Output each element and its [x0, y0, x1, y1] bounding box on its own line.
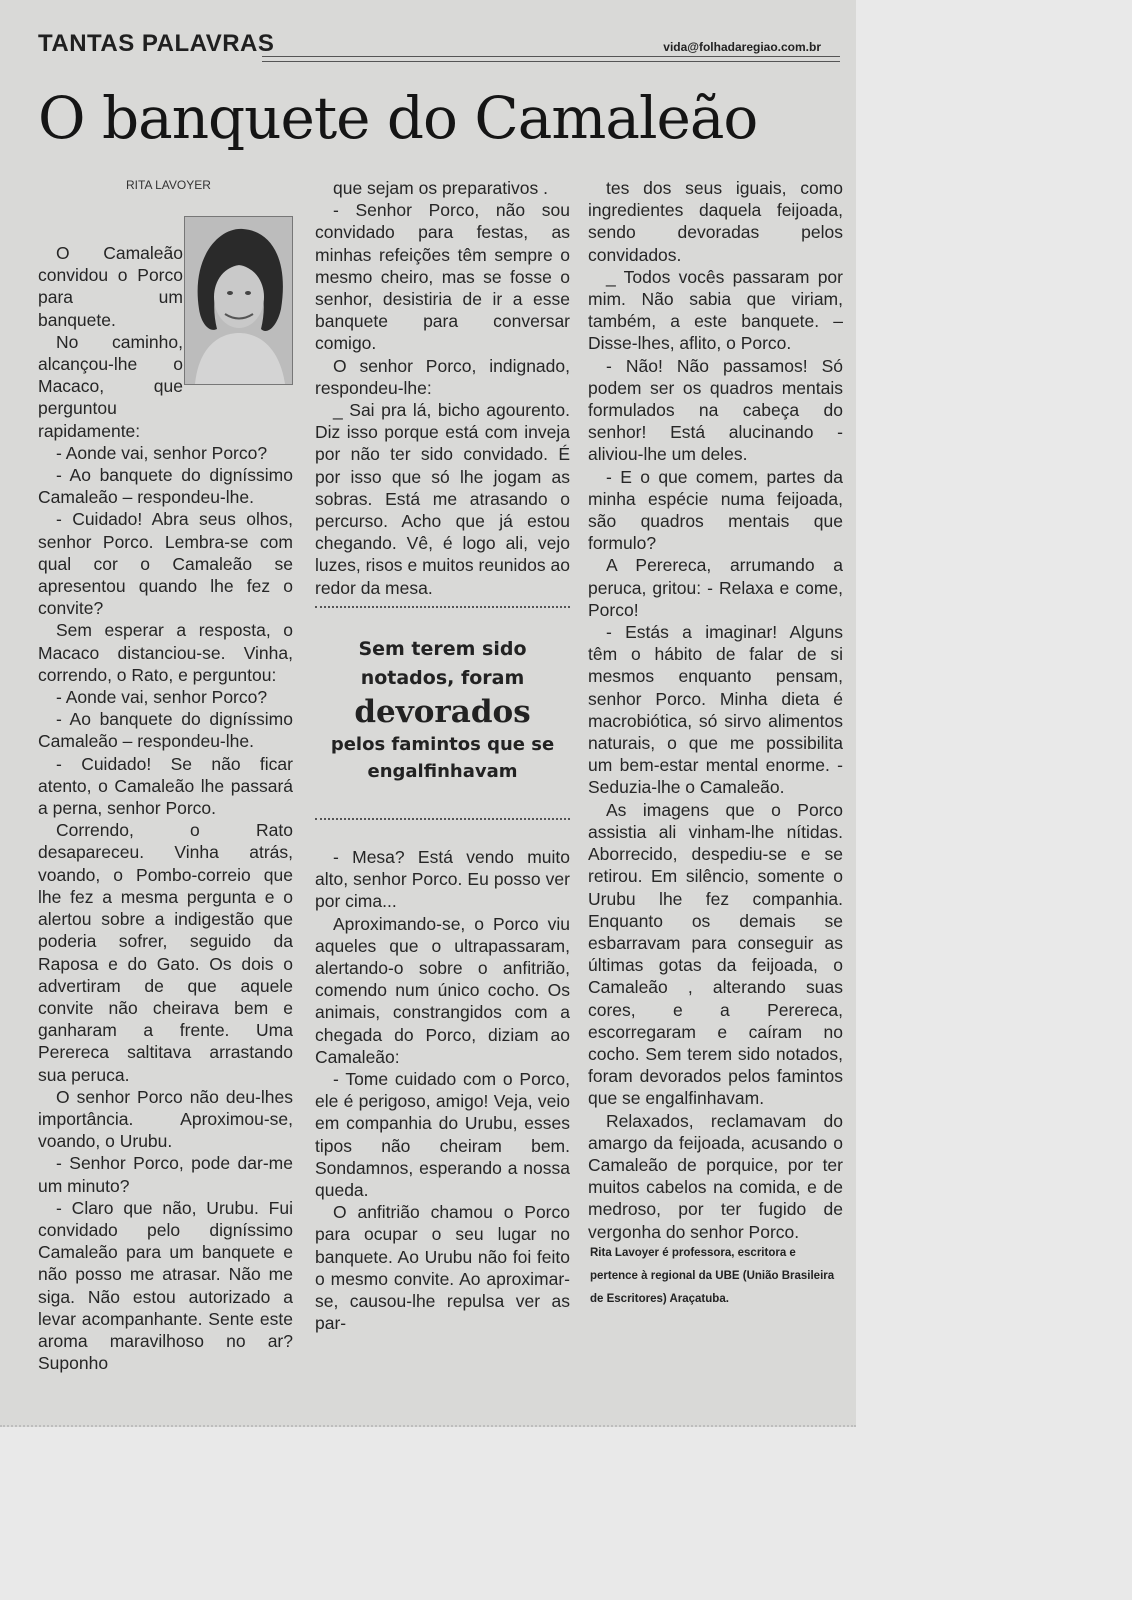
- pullquote-emphasis: devorados: [354, 694, 531, 730]
- paragraph: Relaxados, reclamavam do amargo da feijoada, acusando o Camaleão de porquice, por ter muitos cabelos na comida, e de medroso, por ter fugido de vergonha do senhor Porco.: [588, 1110, 843, 1242]
- paragraph: A Perereca, arrumando a peruca, gritou: - Relaxa e come, Porco!: [588, 555, 843, 620]
- paragraph: O anfitrião chamou o Porco para ocupar o seu lugar no banquete. Ao Urubu não foi feito o mesmo convite. Ao aproximar-se, causou-lhe repulsa ver as par-: [315, 1202, 570, 1334]
- paragraph: Correndo, o Rato desapareceu. Vinha atrás, voando, o Pombo-correio que lhe fez a mesma pergunta e o alertou sobre a indigestão que poderia sofrer, seguido da Raposa e do Gato. Os dois o advertiram de que aquele convite não cheirava bem e ganharam a frente. Uma Perereca saltitava arrastando sua peruca.: [38, 820, 293, 1085]
- paragraph: - Mesa? Está vendo muito alto, senhor Porco. Eu posso ver por cima...: [315, 847, 570, 912]
- paragraph: que sejam os preparativos .: [333, 178, 548, 198]
- paragraph: - Senhor Porco, pode dar-me um minuto?: [38, 1153, 293, 1196]
- paragraph: O Camaleão convidou o Porco para um banquete.: [38, 243, 183, 330]
- paragraph: Aproximando-se, o Porco viu aqueles que o ultrapassaram, alertando-o sobre o anfitrião, comendo num único cocho. Os animais, constrangidos com a chegada do Porco, diziam ao Camaleão:: [315, 913, 570, 1067]
- paragraph: - Ao banquete do digníssimo Camaleão – respondeu-lhe.: [38, 709, 293, 752]
- column-1: [38, 242, 293, 1374]
- pullquote-divider-top: [315, 606, 570, 608]
- byline: RITA LAVOYER: [126, 178, 211, 192]
- paragraph: - Tome cuidado com o Porco, ele é perigoso, amigo! Veja, veio em companhia do Urubu, esses tipos não cheiram bem. Sondamnos, esperando a nossa queda.: [315, 1069, 570, 1201]
- paragraph: - Estás a imaginar! Alguns têm o hábito de falar de si mesmos enquanto pensam, senhor Porco. Minha dieta é macrobiótica, só sirvo alimentos naturais, o que me possibilita um bem-estar mental enorme. - Seduzia-lhe o Camaleão.: [588, 622, 843, 798]
- pullquote: [315, 635, 570, 785]
- paragraph: _ Todos vocês passaram por mim. Não sabia que viriam, também, a este banquete. – Disse-lhes, aflito, o Porco.: [588, 266, 843, 354]
- headline: O banquete do Camaleão: [38, 84, 758, 152]
- author-bio: Rita Lavoyer é professora, escritora e pertence à regional da UBE (União Brasileira de Escritores) Araçatuba.: [590, 1247, 835, 1305]
- paragraph: - Aonde vai, senhor Porco?: [56, 687, 268, 708]
- paragraph: tes dos seus iguais, como ingredientes daquela feijoada, sendo devoradas pelos convidados.: [588, 178, 843, 265]
- section-title: TANTAS PALAVRAS: [38, 30, 275, 57]
- paragraph: - Não! Não passamos! Só podem ser os quadros mentais formulados na cabeça do senhor! Está alucinando - aliviou-lhe um deles.: [588, 355, 843, 465]
- paragraph: _ Sai pra lá, bicho agourento. Diz isso porque está com inveja por não ter sido convidado. É por isso que só lhe jogam as sobras. Está me atrasando o percurso. Acho que já estou chegando. Vê, é logo ali, vejo luzes, risos e muitos reunidos ao redor da mesa.: [315, 400, 570, 598]
- paragraph: O senhor Porco, indignado, respondeu-lhe:: [315, 355, 570, 398]
- column-3: [588, 177, 843, 1243]
- section-email: vida@folhadaregiao.com.br: [663, 40, 821, 54]
- paragraph: - Cuidado! Se não ficar atento, o Camaleão lhe passará a perna, senhor Porco.: [38, 753, 293, 819]
- paragraph: Sem esperar a resposta, o Macaco distanciou-se. Vinha, correndo, o Rato, e perguntou:: [38, 620, 293, 685]
- pullquote-divider-bottom: [315, 818, 570, 820]
- paragraph: - E o que comem, partes da minha espécie numa feijoada, são quadros mentais que formulo?: [588, 466, 843, 554]
- column-2-bottom: [315, 846, 570, 1334]
- pullquote-line-1: Sem terem sido notados, foram: [358, 638, 527, 689]
- paragraph: - Ao banquete do digníssimo Camaleão – respondeu-lhe.: [38, 465, 293, 508]
- paragraph: - Aonde vai, senhor Porco?: [56, 442, 268, 463]
- paragraph: No caminho, alcançou-lhe o Macaco, que perguntou rapidamente:: [38, 331, 183, 441]
- paragraph: - Claro que não, Urubu. Fui convidado pelo digníssimo Camaleão para um banquete e não posso me atrasar. Não me siga. Não estou autorizado a levar acompanhante. Sente este aroma maravilhoso no ar? Suponho: [38, 1197, 293, 1374]
- header-rule: [262, 56, 840, 62]
- paragraph: O senhor Porco não deu-lhes importância. Aproximou-se, voando, o Urubu.: [38, 1086, 293, 1152]
- paragraph: - Cuidado! Abra seus olhos, senhor Porco. Lembra-se com qual cor o Camaleão se apresentou quando lhe fez o convite?: [38, 509, 293, 619]
- pullquote-line-3: pelos famintos que se engalfinhavam: [330, 734, 555, 782]
- paragraph: As imagens que o Porco assistia ali vinham-lhe nítidas. Aborrecido, despediu-se e se retirou. Em silêncio, somente o Urubu lhe fez companhia. Enquanto os demais se esbarravam para conseguir as últimas gotas da feijoada, o Camaleão , alterando suas cores, e a Perereca, escorregaram e caíram no cocho. Sem terem sido notados, foram devorados pelos famintos que se engalfinhavam.: [588, 799, 843, 1109]
- column-2-top: [315, 177, 570, 599]
- paragraph: - Senhor Porco, não sou convidado para festas, as minhas refeições têm sempre o mesmo cheiro, mas se fosse o senhor, desistiria de ir a esse banquete para conversar comigo.: [315, 200, 570, 354]
